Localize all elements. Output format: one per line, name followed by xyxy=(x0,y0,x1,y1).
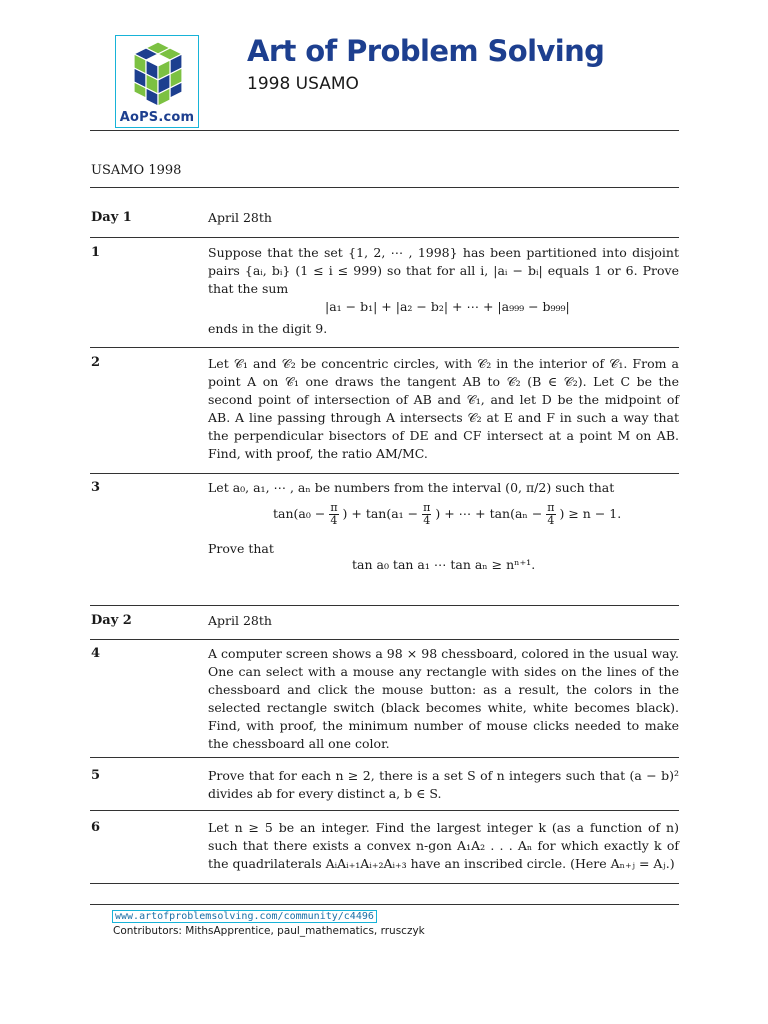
problem-2-text: Let 𝒞₁ and 𝒞₂ be concentric circles, with 𝒞₂ in the interior of 𝒞₁. From a point A on 𝒞₁ one draws the tangent AB to 𝒞₂ (B ∈ 𝒞₂). Let C be the second point of intersection of AB and 𝒞₁, and let D be the midpoint of AB. A line passing through A intersects 𝒞₂ at E and F in such a way that the perpendicular bisectors of DE and CF intersect at a point M on AB. Find, with proof, the ratio AM/MC. xyxy=(208,356,679,461)
problem-3-prove: Prove that xyxy=(208,541,274,556)
divider xyxy=(90,810,679,811)
fraction xyxy=(546,502,555,527)
divider xyxy=(90,757,679,758)
divider xyxy=(90,904,679,905)
problem-1-number: 1 xyxy=(91,245,101,260)
logo-text: AoPS.com xyxy=(119,110,195,125)
problem-4-number: 4 xyxy=(91,646,101,661)
divider xyxy=(90,883,679,884)
problem-1-equation: |a₁ − b₁| + |a₂ − b₂| + ⋯ + |a₉₉₉ − b₉₉₉| xyxy=(325,299,570,314)
day-1-label: Day 1 xyxy=(91,210,132,225)
fraction-denominator: 4 xyxy=(547,514,555,527)
problem-3-number: 3 xyxy=(91,480,101,495)
contest-subtitle: 1998 USAMO xyxy=(247,74,359,94)
fraction xyxy=(422,502,431,527)
equation-part: ) ≥ n − 1. xyxy=(559,506,622,521)
cube-logo-icon xyxy=(124,40,192,110)
divider xyxy=(90,130,679,131)
problem-1-conclusion: ends in the digit 9. xyxy=(208,321,328,336)
document-title: USAMO 1998 xyxy=(91,163,182,178)
aops-logo xyxy=(115,35,199,128)
brand-title: Art of Problem Solving xyxy=(247,34,605,68)
problem-6-number: 6 xyxy=(91,820,101,835)
fraction-numerator: π xyxy=(330,501,338,514)
problem-5-text: Prove that for each n ≥ 2, there is a set S of n integers such that (a − b)² divides ab for every distinct a, b ∈ S. xyxy=(208,768,679,801)
equation-part: ) + ⋯ + tan(aₙ − xyxy=(435,506,543,521)
problem-1-text: Suppose that the set {1, 2, ⋯ , 1998} has been partitioned into disjoint pairs {aᵢ, bᵢ} (1 ≤ i ≤ 999) so that for all i, |aᵢ − bᵢ| equals 1 or 6. Prove that the sum xyxy=(208,245,679,296)
fraction xyxy=(329,502,338,527)
equation-part: ) + tan(a₁ − xyxy=(342,506,419,521)
divider xyxy=(90,347,679,348)
divider xyxy=(90,605,679,606)
fraction-denominator: 4 xyxy=(330,514,338,527)
divider xyxy=(90,639,679,640)
fraction-numerator: π xyxy=(423,501,431,514)
fraction-numerator: π xyxy=(547,501,555,514)
divider xyxy=(90,187,679,188)
problem-3-equation xyxy=(273,502,621,527)
day-2-label: Day 2 xyxy=(91,613,132,628)
day-1-date: April 28th xyxy=(208,210,272,225)
problem-6-text: Let n ≥ 5 be an integer. Find the largest integer k (as a function of n) such that there exists a convex n-gon A₁A₂ . . . Aₙ for which exactly k of the quadrilaterals AᵢAᵢ₊₁Aᵢ₊₂Aᵢ₊₃ have an inscribed circle. (Here Aₙ₊ⱼ = Aⱼ.) xyxy=(208,820,679,871)
contributors-text: Contributors: MithsApprentice, paul_mathematics, rrusczyk xyxy=(113,925,425,937)
equation-part: tan(a₀ − xyxy=(273,506,326,521)
divider xyxy=(90,237,679,238)
problem-4-text: A computer screen shows a 98 × 98 chessboard, colored in the usual way. One can select with a mouse any rectangle with sides on the lines of the chessboard and click the mouse button: as a result, the colors in the selected rectangle switch (black becomes white, white becomes black). Find, with proof, the minimum number of mouse clicks needed to make the chessboard all one color. xyxy=(208,646,679,751)
fraction-denominator: 4 xyxy=(423,514,431,527)
problem-5-number: 5 xyxy=(91,768,101,783)
problem-3-equation-2: tan a₀ tan a₁ ⋯ tan aₙ ≥ nⁿ⁺¹. xyxy=(352,557,536,572)
problem-2-number: 2 xyxy=(91,355,101,370)
community-link[interactable]: www.artofproblemsolving.com/community/c4496 xyxy=(112,910,377,923)
problem-3-text: Let a₀, a₁, ⋯ , aₙ be numbers from the interval (0, π/2) such that xyxy=(208,480,615,495)
day-2-date: April 28th xyxy=(208,613,272,628)
divider xyxy=(90,473,679,474)
